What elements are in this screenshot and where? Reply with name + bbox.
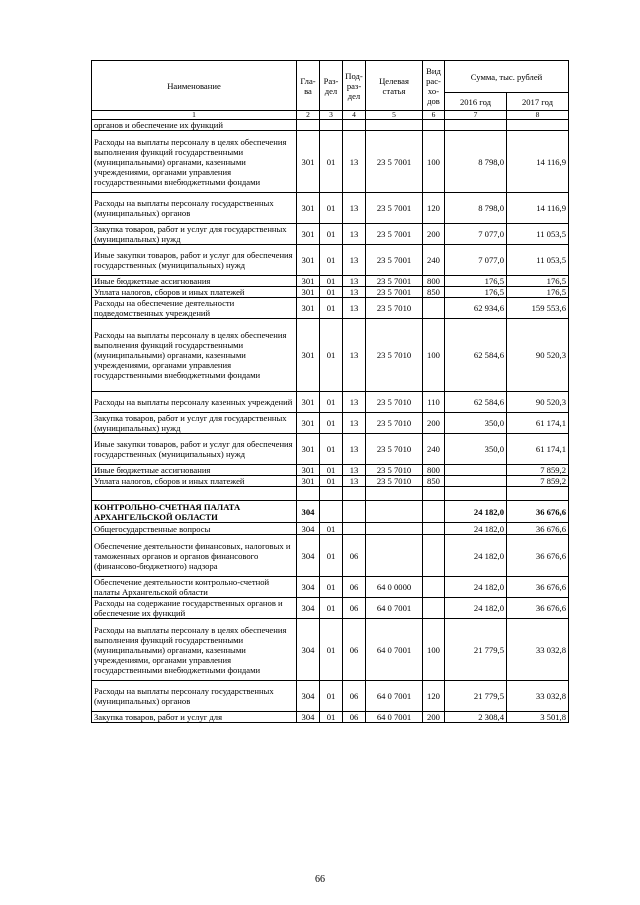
header-name: Наименование <box>92 61 297 111</box>
table-row <box>92 535 569 577</box>
header-summa: Сумма, тыс. рублей <box>445 61 569 93</box>
column-number-row <box>92 111 569 120</box>
table-cell-glava <box>297 120 320 131</box>
table-cell-name: Уплата налогов, сборов и иных платежей <box>92 476 297 487</box>
table-cell-razdel: 01 <box>320 434 343 465</box>
table-cell-glava: 304 <box>297 619 320 681</box>
table-cell-2017: 7 859,2 <box>507 476 569 487</box>
table-cell-vid: 200 <box>423 413 445 434</box>
table-cell-podrazdel: 13 <box>343 392 366 413</box>
table-cell-vid: 850 <box>423 476 445 487</box>
table-cell-statya <box>366 523 423 535</box>
table-row <box>92 501 569 523</box>
col-number: 3 <box>320 111 343 120</box>
header-glava: Гла- ва <box>297 61 320 111</box>
table-cell-razdel: 01 <box>320 476 343 487</box>
table-cell-2016: 24 182,0 <box>445 577 507 598</box>
table-cell-statya: 23 5 7001 <box>366 287 423 298</box>
table-cell-statya: 23 5 7001 <box>366 193 423 224</box>
table-cell-2017: 33 032,8 <box>507 681 569 712</box>
table-row <box>92 413 569 434</box>
table-cell-glava: 301 <box>297 245 320 276</box>
table-cell-2016 <box>445 476 507 487</box>
table-row <box>92 476 569 487</box>
table-cell-statya: 23 5 7010 <box>366 392 423 413</box>
table-cell-2017: 176,5 <box>507 276 569 287</box>
table-cell-razdel: 01 <box>320 319 343 392</box>
table-row <box>92 245 569 276</box>
table-cell-statya: 23 5 7001 <box>366 245 423 276</box>
table-cell-name: Иные бюджетные ассигнования <box>92 465 297 476</box>
table-cell-2017: 36 676,6 <box>507 577 569 598</box>
table-cell-2017: 11 053,5 <box>507 224 569 245</box>
col-number: 4 <box>343 111 366 120</box>
table-cell-vid: 100 <box>423 131 445 193</box>
table-row <box>92 577 569 598</box>
table-cell-podrazdel: 13 <box>343 245 366 276</box>
table-cell-podrazdel: 13 <box>343 434 366 465</box>
table-row <box>92 598 569 619</box>
table-cell-razdel <box>320 501 343 523</box>
table-cell-glava: 304 <box>297 523 320 535</box>
table-cell-2016: 24 182,0 <box>445 535 507 577</box>
table-cell-name: Расходы на выплаты персоналу государственных (муниципальных) органов <box>92 681 297 712</box>
budget-table-page <box>91 60 568 723</box>
table-cell-podrazdel: 13 <box>343 319 366 392</box>
table-cell-statya: 64 0 0000 <box>366 577 423 598</box>
table-cell-statya <box>366 487 423 501</box>
table-cell-2017: 90 520,3 <box>507 319 569 392</box>
table-cell-name: Расходы на обеспечение деятельности подведомственных учреждений <box>92 298 297 319</box>
table-cell-2017 <box>507 120 569 131</box>
table-cell-2017: 61 174,1 <box>507 413 569 434</box>
table-cell-2017: 11 053,5 <box>507 245 569 276</box>
table-cell-razdel: 01 <box>320 287 343 298</box>
table-cell-razdel: 01 <box>320 577 343 598</box>
table-cell-vid: 800 <box>423 465 445 476</box>
header-podrazdel: Под- раз- дел <box>343 61 366 111</box>
table-cell-name: Расходы на содержание государственных органов и обеспечение их функций <box>92 598 297 619</box>
table-cell-razdel: 01 <box>320 131 343 193</box>
table-cell-2016: 24 182,0 <box>445 523 507 535</box>
table-cell-razdel: 01 <box>320 193 343 224</box>
table-cell-podrazdel: 13 <box>343 276 366 287</box>
header-statya: Целевая статья <box>366 61 423 111</box>
table-cell-name: Иные закупки товаров, работ и услуг для обеспечения государственных (муниципальных) нужд <box>92 245 297 276</box>
table-cell-name: Расходы на выплаты персоналу в целях обеспечения выполнения функций государственными (муниципальными) органами, казенными учреждениями, органами управления государственными внебюджетными фондами <box>92 619 297 681</box>
header-2017: 2017 год <box>507 93 569 111</box>
table-row <box>92 681 569 712</box>
table-row <box>92 487 569 501</box>
table-cell-statya: 23 5 7010 <box>366 434 423 465</box>
table-cell-2016: 62 934,6 <box>445 298 507 319</box>
table-cell-glava: 301 <box>297 465 320 476</box>
table-cell-2017: 159 553,6 <box>507 298 569 319</box>
table-cell-2017: 3 501,8 <box>507 712 569 723</box>
table-cell-glava: 301 <box>297 413 320 434</box>
table-cell-name: Расходы на выплаты персоналу государственных (муниципальных) органов <box>92 193 297 224</box>
table-cell-vid: 240 <box>423 245 445 276</box>
table-cell-name: Закупка товаров, работ и услуг для государственных (муниципальных) нужд <box>92 224 297 245</box>
table-cell-statya: 23 5 7010 <box>366 465 423 476</box>
table-cell-statya <box>366 501 423 523</box>
table-cell-podrazdel: 13 <box>343 224 366 245</box>
table-cell-vid <box>423 120 445 131</box>
table-cell-name: Обеспечение деятельности контрольно-счетной палаты Архангельской области <box>92 577 297 598</box>
table-row <box>92 523 569 535</box>
table-cell-2017: 14 116,9 <box>507 131 569 193</box>
table-cell-razdel: 01 <box>320 712 343 723</box>
table-cell-glava: 301 <box>297 476 320 487</box>
table-cell-glava: 304 <box>297 681 320 712</box>
table-cell-vid: 850 <box>423 287 445 298</box>
table-cell-glava: 301 <box>297 276 320 287</box>
table-cell-vid: 120 <box>423 193 445 224</box>
table-cell-glava: 301 <box>297 193 320 224</box>
table-cell-2017: 33 032,8 <box>507 619 569 681</box>
table-cell-glava: 301 <box>297 298 320 319</box>
page-number: 66 <box>315 874 325 885</box>
table-cell-statya: 23 5 7001 <box>366 131 423 193</box>
table-cell-2016: 7 077,0 <box>445 224 507 245</box>
table-cell-statya: 64 0 7001 <box>366 712 423 723</box>
table-cell-vid: 100 <box>423 619 445 681</box>
table-cell-podrazdel: 06 <box>343 681 366 712</box>
table-cell-razdel: 01 <box>320 619 343 681</box>
table-cell-2016: 7 077,0 <box>445 245 507 276</box>
table-cell-2016: 176,5 <box>445 276 507 287</box>
table-row <box>92 193 569 224</box>
table-cell-podrazdel: 06 <box>343 577 366 598</box>
table-row <box>92 465 569 476</box>
table-cell-vid <box>423 535 445 577</box>
table-cell-name: КОНТРОЛЬНО-СЧЕТНАЯ ПАЛАТА АРХАНГЕЛЬСКОЙ ОБЛАСТИ <box>92 501 297 523</box>
budget-table <box>91 60 569 723</box>
table-cell-vid <box>423 523 445 535</box>
table-cell-podrazdel: 06 <box>343 619 366 681</box>
table-row <box>92 319 569 392</box>
table-cell-2016: 350,0 <box>445 434 507 465</box>
table-cell-glava: 301 <box>297 392 320 413</box>
table-cell-vid <box>423 298 445 319</box>
table-cell-vid: 240 <box>423 434 445 465</box>
table-cell-razdel: 01 <box>320 298 343 319</box>
header-2016: 2016 год <box>445 93 507 111</box>
table-cell-podrazdel <box>343 487 366 501</box>
table-cell-podrazdel: 06 <box>343 598 366 619</box>
table-cell-glava: 301 <box>297 434 320 465</box>
table-cell-glava: 301 <box>297 319 320 392</box>
col-number: 6 <box>423 111 445 120</box>
table-cell-name: Расходы на выплаты персоналу в целях обеспечения выполнения функций государственными (муниципальными) органами, казенными учреждениями, органами управления государственными внебюджетными фондами <box>92 319 297 392</box>
table-cell-razdel: 01 <box>320 598 343 619</box>
table-cell-vid <box>423 577 445 598</box>
table-cell-vid: 200 <box>423 224 445 245</box>
table-cell-podrazdel <box>343 120 366 131</box>
table-cell-statya: 23 5 7010 <box>366 476 423 487</box>
table-cell-statya: 23 5 7010 <box>366 413 423 434</box>
table-cell-name: Уплата налогов, сборов и иных платежей <box>92 287 297 298</box>
table-cell-podrazdel <box>343 523 366 535</box>
table-cell-glava: 301 <box>297 131 320 193</box>
table-cell-razdel: 01 <box>320 535 343 577</box>
table-cell-statya <box>366 120 423 131</box>
table-cell-vid: 800 <box>423 276 445 287</box>
table-cell-glava: 304 <box>297 712 320 723</box>
table-cell-vid: 120 <box>423 681 445 712</box>
table-cell-podrazdel: 13 <box>343 287 366 298</box>
table-cell-podrazdel: 13 <box>343 298 366 319</box>
table-cell-2016: 62 584,6 <box>445 319 507 392</box>
table-cell-2017: 176,5 <box>507 287 569 298</box>
table-cell-2016: 350,0 <box>445 413 507 434</box>
table-row <box>92 276 569 287</box>
table-cell-statya: 23 5 7001 <box>366 224 423 245</box>
table-cell-2016: 24 182,0 <box>445 598 507 619</box>
table-cell-glava: 301 <box>297 287 320 298</box>
col-number: 2 <box>297 111 320 120</box>
table-cell-podrazdel: 13 <box>343 193 366 224</box>
table-cell-2016: 176,5 <box>445 287 507 298</box>
table-cell-name: Расходы на выплаты персоналу казенных учреждений <box>92 392 297 413</box>
table-cell-glava: 301 <box>297 224 320 245</box>
table-cell-name <box>92 487 297 501</box>
table-cell-razdel: 01 <box>320 413 343 434</box>
table-cell-2017: 61 174,1 <box>507 434 569 465</box>
table-cell-2016 <box>445 487 507 501</box>
table-row <box>92 434 569 465</box>
table-cell-podrazdel: 13 <box>343 131 366 193</box>
table-cell-2016: 8 798,0 <box>445 131 507 193</box>
table-cell-razdel: 01 <box>320 523 343 535</box>
table-cell-2016: 21 779,5 <box>445 619 507 681</box>
table-cell-name: органов и обеспечение их функций <box>92 120 297 131</box>
table-cell-vid: 110 <box>423 392 445 413</box>
table-row <box>92 131 569 193</box>
table-row <box>92 392 569 413</box>
table-cell-razdel: 01 <box>320 465 343 476</box>
table-cell-2017: 36 676,6 <box>507 523 569 535</box>
table-cell-glava: 304 <box>297 501 320 523</box>
table-cell-statya: 23 5 7001 <box>366 276 423 287</box>
table-cell-glava: 304 <box>297 598 320 619</box>
table-cell-glava <box>297 487 320 501</box>
table-cell-podrazdel: 13 <box>343 413 366 434</box>
table-cell-2017: 36 676,6 <box>507 501 569 523</box>
table-cell-name: Закупка товаров, работ и услуг для <box>92 712 297 723</box>
table-cell-statya: 64 0 7001 <box>366 619 423 681</box>
table-row <box>92 224 569 245</box>
table-cell-2016: 2 308,4 <box>445 712 507 723</box>
table-cell-name: Закупка товаров, работ и услуг для государственных (муниципальных) нужд <box>92 413 297 434</box>
table-cell-name: Расходы на выплаты персоналу в целях обеспечения выполнения функций государственными (муниципальными) органами, казенными учреждениями, органами управления государственными внебюджетными фондами <box>92 131 297 193</box>
col-number: 1 <box>92 111 297 120</box>
table-cell-statya: 23 5 7010 <box>366 319 423 392</box>
table-cell-glava: 304 <box>297 577 320 598</box>
table-cell-name: Иные закупки товаров, работ и услуг для обеспечения государственных (муниципальных) нужд <box>92 434 297 465</box>
table-cell-2017: 14 116,9 <box>507 193 569 224</box>
table-row <box>92 712 569 723</box>
table-cell-razdel <box>320 120 343 131</box>
table-cell-podrazdel: 06 <box>343 535 366 577</box>
table-cell-glava: 304 <box>297 535 320 577</box>
table-cell-podrazdel: 06 <box>343 712 366 723</box>
table-cell-2016: 21 779,5 <box>445 681 507 712</box>
table-cell-vid: 100 <box>423 319 445 392</box>
table-row <box>92 298 569 319</box>
table-cell-2016 <box>445 120 507 131</box>
table-cell-name: Общегосударственные вопросы <box>92 523 297 535</box>
table-cell-2016 <box>445 465 507 476</box>
table-cell-2016: 62 584,6 <box>445 392 507 413</box>
table-cell-razdel: 01 <box>320 245 343 276</box>
table-cell-name: Обеспечение деятельности финансовых, налоговых и таможенных органов и органов финансового (финансово-бюджетного) надзора <box>92 535 297 577</box>
col-number: 5 <box>366 111 423 120</box>
table-cell-razdel: 01 <box>320 276 343 287</box>
header-razdel: Раз- дел <box>320 61 343 111</box>
table-cell-podrazdel: 13 <box>343 476 366 487</box>
table-cell-vid <box>423 501 445 523</box>
table-cell-vid <box>423 487 445 501</box>
header-vid: Вид рас- хо- дов <box>423 61 445 111</box>
table-cell-2016: 8 798,0 <box>445 193 507 224</box>
table-row <box>92 287 569 298</box>
table-row <box>92 120 569 131</box>
table-cell-2017: 36 676,6 <box>507 598 569 619</box>
table-cell-statya: 64 0 7001 <box>366 681 423 712</box>
table-cell-razdel: 01 <box>320 681 343 712</box>
table-cell-2017: 90 520,3 <box>507 392 569 413</box>
table-cell-razdel <box>320 487 343 501</box>
table-cell-statya: 64 0 7001 <box>366 598 423 619</box>
table-cell-statya: 23 5 7010 <box>366 298 423 319</box>
table-cell-2017: 7 859,2 <box>507 465 569 476</box>
table-cell-statya <box>366 535 423 577</box>
table-cell-vid <box>423 598 445 619</box>
table-cell-razdel: 01 <box>320 224 343 245</box>
table-cell-podrazdel <box>343 501 366 523</box>
table-cell-vid: 200 <box>423 712 445 723</box>
table-cell-2016: 24 182,0 <box>445 501 507 523</box>
table-cell-podrazdel: 13 <box>343 465 366 476</box>
table-cell-name: Иные бюджетные ассигнования <box>92 276 297 287</box>
table-cell-2017 <box>507 487 569 501</box>
table-cell-razdel: 01 <box>320 392 343 413</box>
table-cell-2017: 36 676,6 <box>507 535 569 577</box>
col-number: 7 <box>445 111 507 120</box>
table-row <box>92 619 569 681</box>
col-number: 8 <box>507 111 569 120</box>
